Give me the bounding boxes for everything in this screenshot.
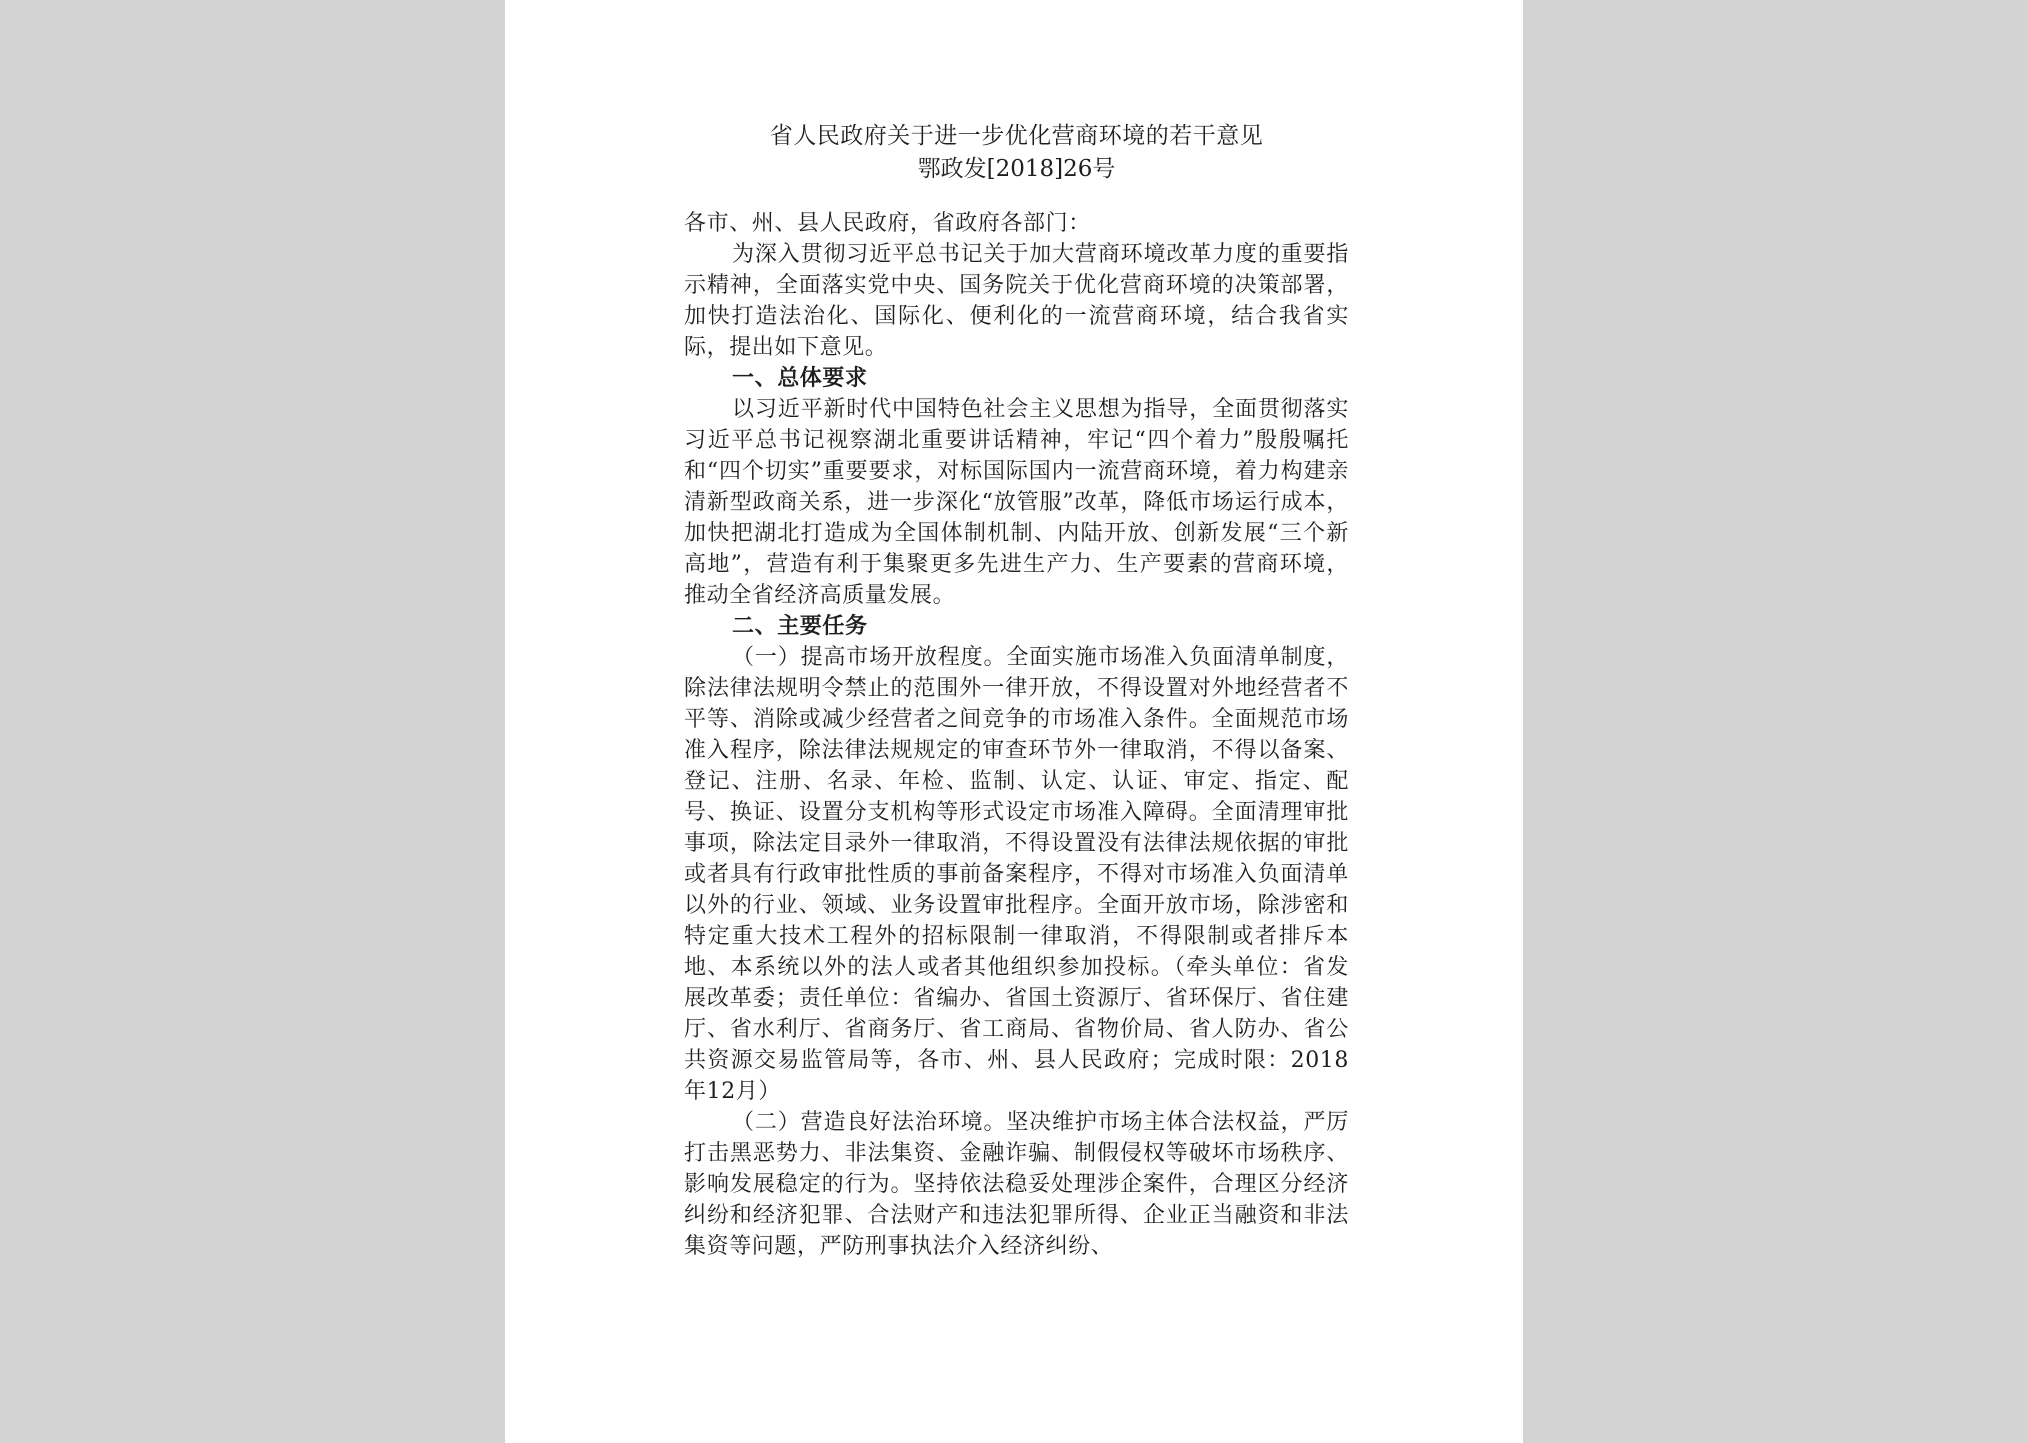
task-1-paragraph: （一）提高市场开放程度。全面实施市场准入负面清单制度，除法律法规明令禁止的范围外一律开放，不得设置对外地经营者不平等、消除或减少经营者之间竞争的市场准入条件。全面规范市场准入程序，除法律法规规定的审查环节外一律取消，不得以备案、登记、注册、名录、年检、监制、认定、认证、审定、指定、配号、换证、设置分支机构等形式设定市场准入障碍。全面清理审批事项，除法定目录外一律取消，不得设置没有法律法规依据的审批或者具有行政审批性质的事前备案程序，不得对市场准入负面清单以外的行业、领域、业务设置审批程序。全面开放市场，除涉密和特定重大技术工程外的招标限制一律取消，不得限制或者排斥本地、本系统以外的法人或者其他组织参加投标。（牵头单位：省发展改革委；责任单位：省编办、省国土资源厅、省环保厅、省住建厅、省水利厅、省商务厅、省工商局、省物价局、省人防办、省公共资源交易监管局等，各市、州、县人民政府；完成时限：2018年12月） bbox=[684, 645, 1349, 1104]
document-title: 省人民政府关于进一步优化营商环境的若干意见 bbox=[769, 123, 1264, 149]
intro-paragraph: 为深入贯彻习近平总书记关于加大营商环境改革力度的重要指示精神，全面落实党中央、国务院关于优化营商环境的决策部署，加快打造法治化、国际化、便利化的一流营商环境，结合我省实际，提出如下意见。 bbox=[684, 242, 1349, 360]
task-2-paragraph: （二）营造良好法治环境。坚决维护市场主体合法权益，严厉打击黑恶势力、非法集资、金融诈骗、制假侵权等破坏市场秩序、影响发展稳定的行为。坚持依法稳妥处理涉企案件，合理区分经济纠纷和经济犯罪、合法财产和违法犯罪所得、企业正当融资和非法集资等问题，严防刑事执法介入经济纠纷、 bbox=[684, 1110, 1349, 1259]
document-content bbox=[684, 120, 1349, 1262]
document-page bbox=[505, 0, 1523, 1443]
section-heading-main-tasks: 二、主要任务 bbox=[732, 614, 868, 639]
section-heading-general-requirements: 一、总体要求 bbox=[732, 366, 868, 391]
general-requirements-paragraph: 以习近平新时代中国特色社会主义思想为指导，全面贯彻落实习近平总书记视察湖北重要讲话精神，牢记“四个着力”殷殷嘱托和“四个切实”重要要求，对标国际国内一流营商环境，着力构建亲清新型政商关系，进一步深化“放管服”改革，降低市场运行成本，加快把湖北打造成为全国体制机制、内陆开放、创新发展“三个新高地”，营造有利于集聚更多先进生产力、生产要素的营商环境，推动全省经济高质量发展。 bbox=[684, 397, 1349, 608]
salutation: 各市、州、县人民政府，省政府各部门： bbox=[684, 211, 1091, 236]
document-number: 鄂政发[2018]26号 bbox=[917, 156, 1116, 182]
